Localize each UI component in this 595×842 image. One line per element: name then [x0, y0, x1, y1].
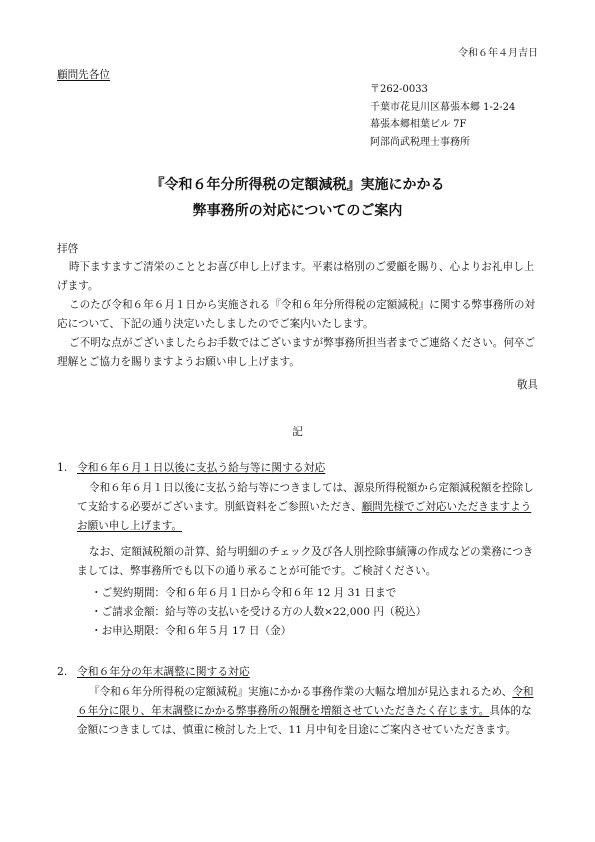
section-1-bullet-list [91, 584, 426, 641]
section-1-number: 1. [57, 461, 68, 474]
sender-postal: 〒262-0033 [370, 84, 428, 95]
intro-paragraph-2: このたび令和６年６月１日から実施される『令和６年分所得税の定額減税』に関する弊事務所の対応について、下記の通り決定いたしましたのでご案内いたします。 [57, 299, 536, 330]
bullet-contract-period: ・ご契約期間：令和６年６月１日から令和６年 12 月 31 日まで [91, 587, 397, 599]
section-2-title: 令和６年分の年末調整に関する対応 [77, 665, 250, 678]
sender-address: 千葉市花見川区幕張本郷 1-2-24 [370, 101, 516, 113]
recipient: 顧問先各位 [57, 69, 110, 81]
intro-paragraph-1: 時下ますますご清栄のこととお喜び申し上げます。平素は格別のご愛顧を賜り、心よりお礼申し上げます。 [57, 261, 535, 292]
bullet-application-deadline: ・お申込期限：令和６年５月 17 日（金） [91, 625, 292, 637]
section-2-number: 2. [57, 665, 68, 678]
title-line-2: 弊事務所の対応についてのご案内 [192, 203, 403, 219]
document-date: 令和６年４月吉日 [458, 48, 538, 59]
sender-block [370, 81, 515, 151]
section-1-p1-text: 令和６年６月１日以後に支払う給与等につきましては、源泉所得税額から定額減税額を控除して支給する必要がございます。別紙資料をご参照いただき、 [77, 482, 534, 513]
section-1-title: 令和６年６月１日以後に支払う給与等に関する対応 [77, 461, 326, 474]
section-2-p1-tail: 具体的な金額につきましては、慎重に検討した上で、11 月中旬を目途にご案内させていただきます。 [77, 705, 532, 736]
section-2-heading [57, 664, 250, 679]
section-2-p1-underlined: 令和６年分に限り、年末調整にかかる弊事務所の報酬を増額させていただきたく存じます。 [77, 686, 534, 717]
section-1-paragraph-1 [77, 479, 540, 536]
sender-building: 幕張本郷相葉ビル 7F [370, 119, 467, 130]
section-1-paragraph-2: なお、定額減税額の計算、給与明細のチェック及び各人別控除事績簿の作成などの業務につきましては、弊事務所でも以下の通り承ることが可能です。ご検討ください。 [77, 546, 534, 577]
ki-marker: 記 [292, 426, 303, 438]
salutation: 拝啓 [57, 243, 79, 255]
intro-paragraph-3: ご不明な点がございましたらお手数ではございますが弊事務所担当者までご連絡ください。何卒ご理解とご協力を賜りますようお願い申し上げます。 [57, 337, 536, 368]
section-1-p1-underlined: 顧問先様でご対応いただきますようお願い申し上げます。 [77, 501, 532, 532]
title-line-1: 『令和６年分所得税の定額減税』実施にかかる [150, 177, 445, 193]
section-1-heading [57, 460, 325, 475]
section-2-p1-text: 『令和６年分所得税の定額減税』実施にかかる事務作業の大幅な増加が見込まれるため、 [89, 686, 513, 698]
closing: 敬具 [516, 379, 538, 391]
bullet-billing-amount: ・ご請求金額：給与等の支払いを受ける方の人数×22,000 円（税込） [91, 606, 427, 618]
section-2-paragraph [77, 683, 540, 740]
sender-office: 阿部尚武税理士事務所 [370, 136, 470, 148]
